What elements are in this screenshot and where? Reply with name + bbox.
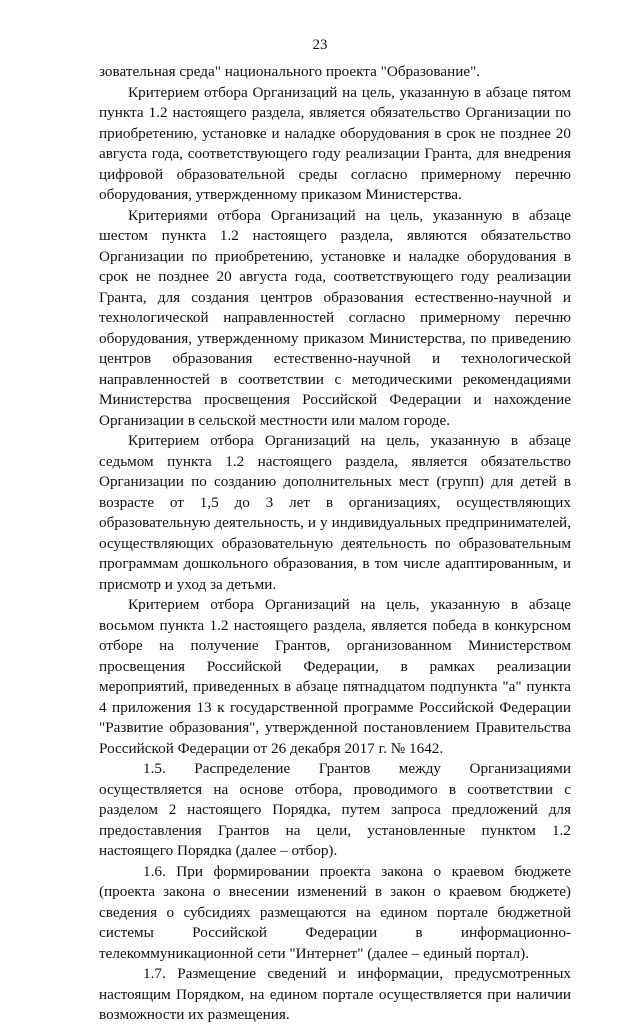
- paragraph-criterion-8: Критерием отбора Организаций на цель, указанную в абзаце восьмом пункта 1.2 настоящего раздела, является победа в конкурсном отборе на получение Грантов, организованном Министерством просвещения Российской Федерации, в рамках реализации мероприятий, приведенных в абзаце пятнадцатом подпункта "а" пункта 4 приложения 13 к государственной программе Российской Федерации "Развитие образования", утвержденной постановлением Правительства Российской Федерации от 26 декабря 2017 г. № 1642.: [99, 596, 571, 757]
- paragraph-criterion-5: Критерием отбора Организаций на цель, указанную в абзаце пятом пункта 1.2 настоящего раздела, является обязательство Организации по приобретению, установке и наладке оборудования в срок не позднее 20 августа года, соответствующего году реализации Гранта, для внедрения цифровой образовательной среды согласно примерному перечню оборудования, утвержденному приказом Министерства.: [99, 83, 571, 203]
- paragraph-continuation: зовательная среда" национального проекта "Образование".: [99, 63, 481, 80]
- paragraph-criterion-7: Критерием отбора Организаций на цель, указанную в абзаце седьмом пункта 1.2 настоящего раздела, является обязательство Организации по созданию дополнительных мест (групп) для детей в возрасте от 1,5 до 3 лет в организациях, осуществляющих образовательную деятельность, и у индивидуальных предпринимателей, осуществляющих образовательную деятельность по образовательным программам дошкольного образования, в том числе адаптированным, и присмотр и уход за детьми.: [99, 432, 571, 593]
- page-number: 23: [312, 37, 328, 53]
- paragraph-1-7: 1.7. Размещение сведений и информации, предусмотренных настоящим Порядком, на едином портале осуществляется при наличии возможности их размещения.: [99, 965, 571, 1023]
- paragraph-1-5: 1.5. Распределение Грантов между Организациями осуществляется на основе отбора, проводимого в соответствии с разделом 2 настоящего Порядка, путем запроса предложений для предоставления Грантов на цели, установленные пунктом 1.2 настоящего Порядка (далее – отбор).: [99, 760, 571, 859]
- document-body: [99, 62, 571, 1026]
- paragraph-criterion-6: Критериями отбора Организаций на цель, указанную в абзаце шестом пункта 1.2 настоящего раздела, являются обязательство Организации по приобретению, установке и наладке оборудования в срок не позднее 20 августа года, соответствующего году реализации Гранта, для создания центров образования естественно-научной и технологической направленностей согласно примерному перечню оборудования, утвержденному приказом Министерства, по приведению центров образования естественно-научной и технологической направленностей в соответствии с методическими рекомендациями Министерства просвещения Российской Федерации и нахождение Организации в сельской местности или малом городе.: [99, 206, 571, 429]
- paragraph-1-6: 1.6. При формировании проекта закона о краевом бюджете (проекта закона о внесении изменений в закон о краевом бюджете) сведения о субсидиях размещаются на едином портале бюджетной системы Российской Федерации в информационно-телекоммуникационной сети "Интернет" (далее – единый портал).: [99, 862, 571, 962]
